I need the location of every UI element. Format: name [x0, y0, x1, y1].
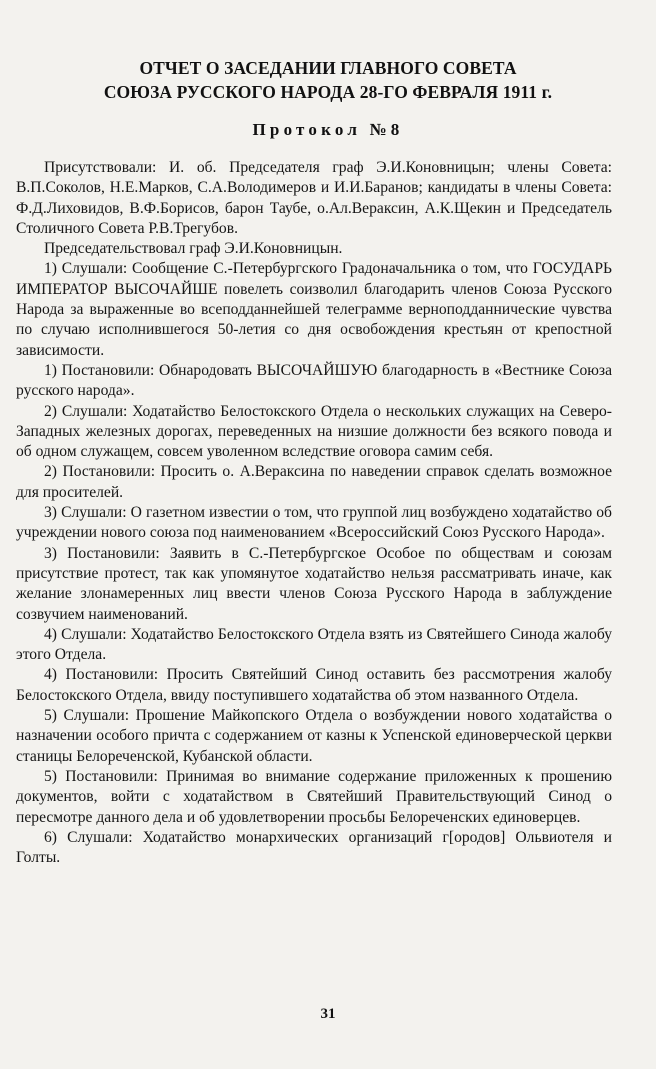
- protocol-heading: Протокол №8: [252, 120, 404, 139]
- paragraph-resolved-2: 2) Постановили: Просить о. А.Вераксина по наведении справок сделать возможное для просителей.: [16, 463, 612, 501]
- paragraph-resolved-3: 3) Постановили: Заявить в С.-Петербургское Особое по обществам и союзам присутствие протест, так как упомянутое ходатайство нельзя рассматривать иначе, как желание злонамеренных лиц ввести членов Союза Русского Народа в заблуждение созвучием наименований.: [16, 544, 612, 623]
- paragraph-resolved-4: 4) Постановили: Просить Святейший Синод оставить без рассмотрения жалобу Белостокского Отдела, ввиду поступившего ходатайства об этом названного Отдела.: [16, 666, 612, 704]
- paragraph-heard-6: 6) Слушали: Ходатайство монархических организаций г[ородов] Ольвиотеля и Голты.: [16, 828, 612, 867]
- paragraph-heard-1: 1) Слушали: Сообщение С.-Петербургского Градоначальника о том, что ГОСУДАРЬ ИМПЕРАТОР ВЫСОЧАЙШЕ повелеть соизволил благодарить членов Союза Русского Народа за выраженные во всеподданнейшей телеграмме верноподданнические чувства по случаю исполнившегося 50-летия со дня освобождения крестьян от крепостной зависимости.: [16, 260, 612, 359]
- paragraph-heard-3: 3) Слушали: О газетном известии о том, что группой лиц возбуждено ходатайство об учреждении нового союза под наименованием «Всероссийский Союз Русского Народа».: [16, 504, 612, 542]
- protocol-body: [16, 158, 612, 868]
- paragraph-chair: Председательствовал граф Э.И.Коновницын.: [44, 240, 343, 258]
- title-line-1: ОТЧЕТ О ЗАСЕДАНИИ ГЛАВНОГО СОВЕТА: [139, 58, 517, 78]
- paragraph-heard-4: 4) Слушали: Ходатайство Белостокского Отдела взять из Святейшего Синода жалобу этого Отдела.: [16, 625, 612, 664]
- paragraph-heard-5: 5) Слушали: Прошение Майкопского Отдела о возбуждении нового ходатайства о назначении особого причта с содержанием от казны к Успенской единоверческой церкви станицы Белореченской, Кубанской области.: [16, 707, 612, 765]
- paragraph-resolved-5: 5) Постановили: Принимая во внимание содержание приложенных к прошению документов, войти с ходатайством в Святейший Правительствующий Синод о пересмотре данного дела и об удовлетворении просьбы Белореченских единоверцев.: [16, 767, 612, 826]
- document-header: [0, 56, 656, 104]
- page-number: 31: [320, 1006, 336, 1022]
- title-line-2: СОЮЗА РУССКОГО НАРОДА 28-ГО ФЕВРАЛЯ 1911 г.: [103, 82, 553, 102]
- paragraph-attendees: Присутствовали: И. об. Председателя граф Э.И.Коновницын; члены Совета: В.П.Соколов, Н.Е.Марков, С.А.Володимеров и И.И.Баранов; кандидаты в члены Совета: Ф.Д.Лиховидов, В.Ф.Борисов, барон Таубе, о.Ал.Вераксин, А.К.Щекин и Председатель Столичного Совета Р.В.Трегубов.: [16, 159, 612, 237]
- paragraph-heard-2: 2) Слушали: Ходатайство Белостокского Отдела о нескольких служащих на Северо-Западных железных дорогах, переведенных на низшие должности без всякого повода и об одном служащем, совсем уволенном вследствие оговора самим себя.: [16, 402, 612, 461]
- paragraph-resolved-1: 1) Постановили: Обнародовать ВЫСОЧАЙШУЮ благодарность в «Вестнике Союза русского народа».: [16, 361, 612, 400]
